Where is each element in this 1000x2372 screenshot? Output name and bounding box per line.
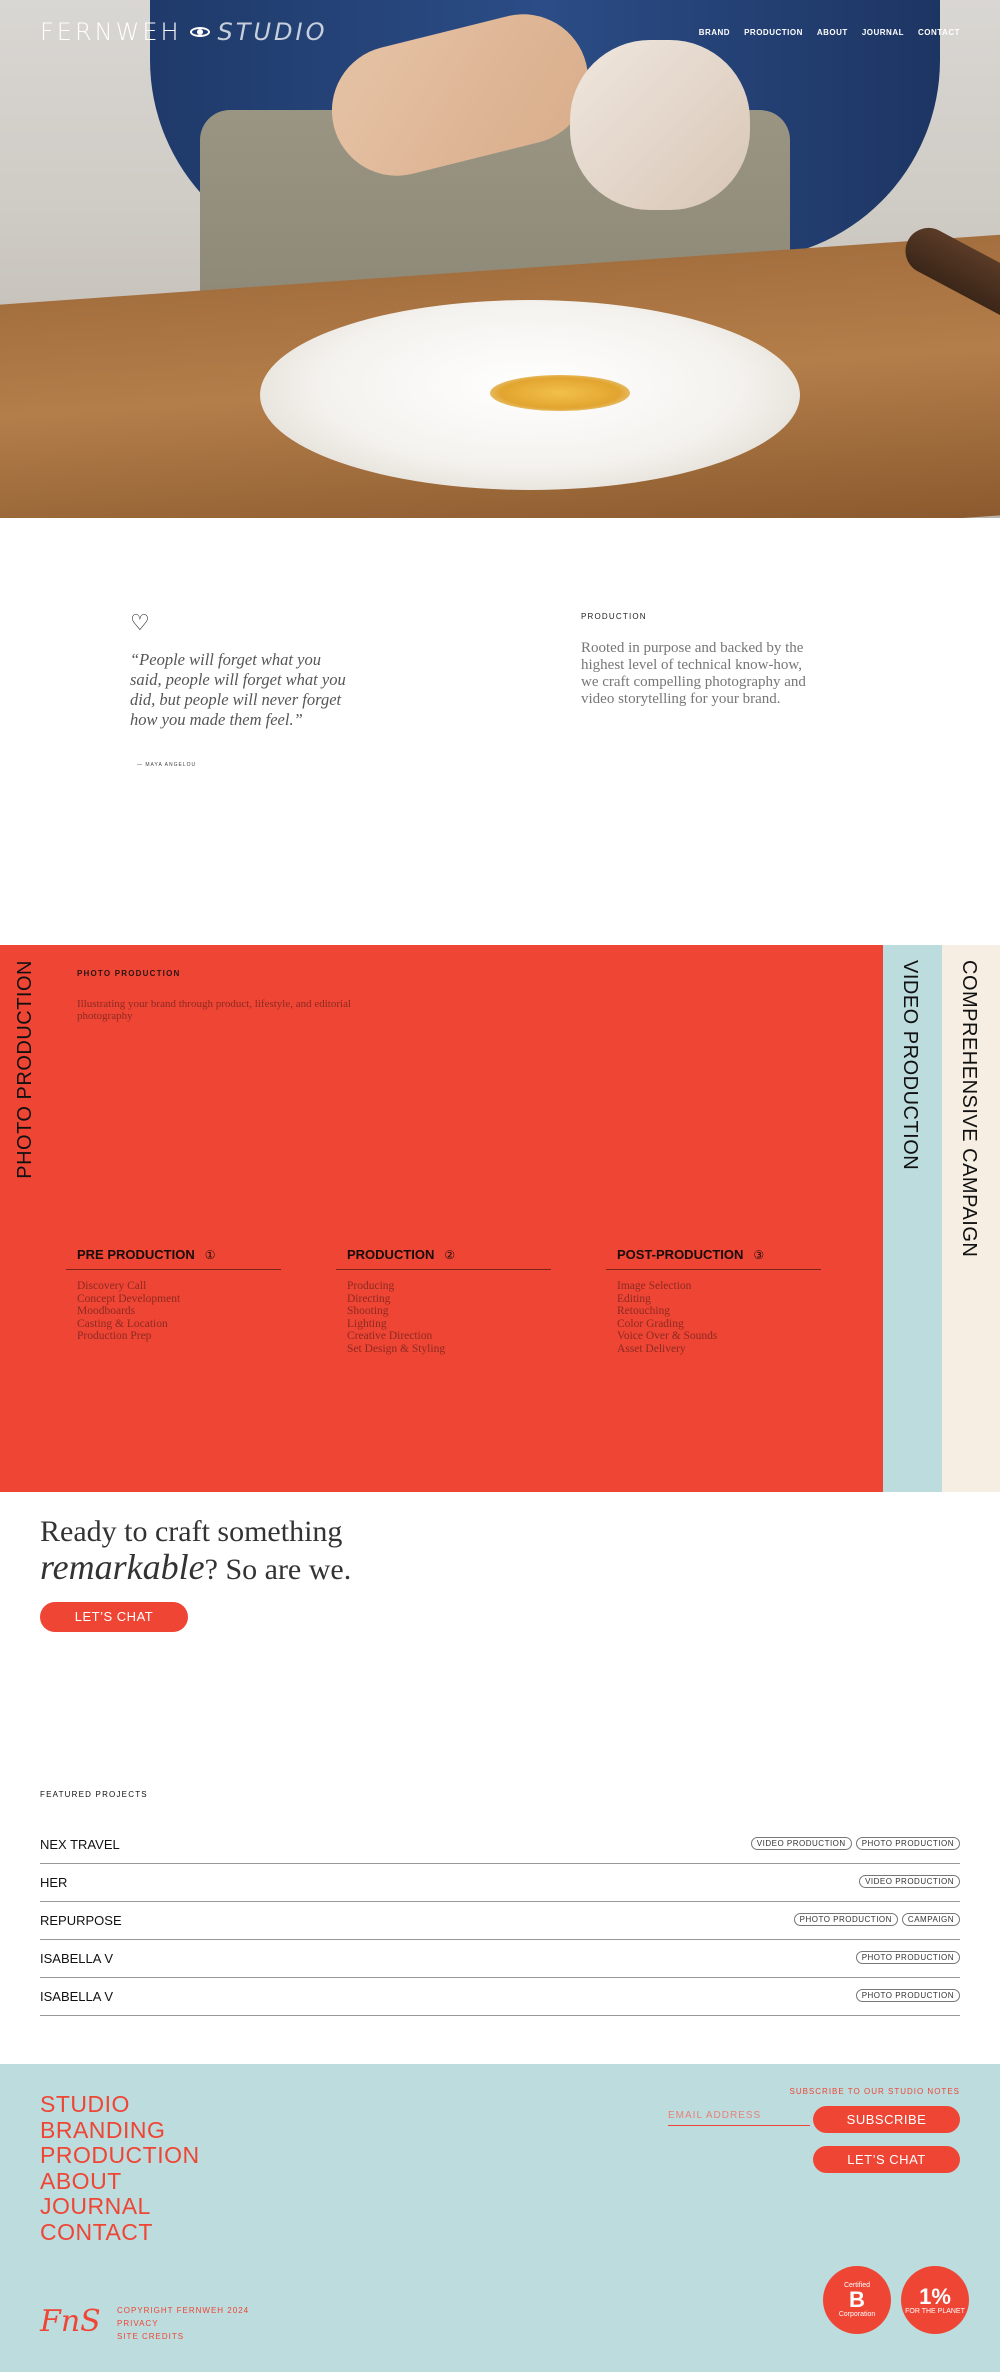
column-title: PRODUCTION xyxy=(347,1247,435,1262)
list-item: Color Grading xyxy=(617,1317,684,1330)
list-item: Shooting xyxy=(347,1305,389,1317)
project-name: NEX TRAVEL xyxy=(40,1837,120,1852)
project-row[interactable] xyxy=(40,1826,960,1864)
nav-contact[interactable]: CONTACT xyxy=(917,28,960,37)
service-column-production xyxy=(336,1247,551,1355)
badge-text: Certified xyxy=(843,2282,871,2289)
column-list xyxy=(66,1280,281,1343)
subscribe-button[interactable]: SUBSCRIBE xyxy=(813,2106,960,2133)
nav-production[interactable]: PRODUCTION xyxy=(744,28,803,37)
footer-legal xyxy=(117,2304,249,2343)
nav-journal[interactable]: JOURNAL xyxy=(861,28,904,37)
project-name: ISABELLA V xyxy=(40,1989,113,2004)
column-title: PRE PRODUCTION xyxy=(77,1247,195,1262)
column-list xyxy=(606,1280,821,1355)
hero-image xyxy=(0,0,1000,518)
footer-nav-production[interactable]: PRODUCTION xyxy=(40,2142,200,2168)
column-heading xyxy=(606,1247,821,1270)
tag-badge[interactable]: PHOTO PRODUCTION xyxy=(856,1951,960,1964)
list-item: Creative Direction xyxy=(347,1330,433,1342)
footer-nav-about[interactable]: ABOUT xyxy=(40,2167,122,2194)
tag-badge[interactable]: VIDEO PRODUCTION xyxy=(859,1875,960,1888)
tag-badge[interactable]: PHOTO PRODUCTION xyxy=(794,1913,898,1926)
footer-nav-contact[interactable]: CONTACT xyxy=(40,2218,153,2245)
tag-badge[interactable]: PHOTO PRODUCTION xyxy=(856,1989,960,2002)
bcorp-badge-icon xyxy=(823,2266,891,2334)
quote-author: — MAYA ANGELOU xyxy=(137,762,197,768)
footer-monogram-logo[interactable]: FnS xyxy=(40,2304,101,2339)
list-item: Concept Development xyxy=(77,1292,181,1305)
project-name: ISABELLA V xyxy=(40,1951,113,1966)
tag-badge[interactable]: PHOTO PRODUCTION xyxy=(856,1837,960,1850)
logo-sub: STUDIO xyxy=(217,18,328,46)
tab-video-production[interactable]: VIDEO PRODUCTION xyxy=(899,960,921,1171)
services-eyebrow: PHOTO PRODUCTION xyxy=(77,969,181,978)
service-column-post-production xyxy=(606,1247,821,1355)
cta-heading-line2 xyxy=(40,1546,351,1588)
footer-nav xyxy=(40,2092,200,2245)
project-row[interactable] xyxy=(40,1940,960,1978)
badge-text: FOR THE PLANET xyxy=(905,2307,965,2315)
badge-text: Corporation xyxy=(838,2311,876,2318)
project-row[interactable] xyxy=(40,1864,960,1902)
one-percent-planet-badge-icon xyxy=(901,2266,969,2334)
featured-projects-label: FEATURED PROJECTS xyxy=(40,1790,148,1799)
list-item: Producing xyxy=(347,1280,395,1292)
step-number: ① xyxy=(204,1248,216,1262)
project-tags xyxy=(856,1951,960,1964)
list-item: Moodboards xyxy=(77,1305,136,1317)
footer-nav-studio[interactable]: STUDIO xyxy=(40,2091,130,2117)
privacy-link[interactable]: PRIVACY xyxy=(117,2319,159,2328)
site-logo[interactable] xyxy=(40,18,327,46)
hero-egg-yolk xyxy=(490,375,630,411)
list-item: Lighting xyxy=(347,1317,387,1330)
column-heading xyxy=(336,1247,551,1270)
footer-lets-chat-button[interactable]: LET’S CHAT xyxy=(813,2146,960,2173)
nav-about[interactable]: ABOUT xyxy=(816,28,848,37)
list-item: Casting & Location xyxy=(77,1317,168,1330)
list-item: Editing xyxy=(617,1292,651,1305)
list-item: Voice Over & Sounds xyxy=(617,1330,718,1342)
tab-photo-production[interactable]: PHOTO PRODUCTION xyxy=(14,960,36,1179)
badge-mark: 1% xyxy=(919,2283,951,2309)
logo-main: FERNWEH xyxy=(40,18,182,46)
cta-emphasis: remarkable xyxy=(40,1547,205,1587)
site-credits-link[interactable]: SITE CREDITS xyxy=(117,2332,185,2341)
column-heading xyxy=(66,1247,281,1270)
project-name: REPURPOSE xyxy=(40,1913,122,1928)
nav-brand[interactable]: BRAND xyxy=(698,28,731,37)
tab-comprehensive-campaign[interactable]: COMPREHENSIVE CAMPAIGN xyxy=(958,960,980,1258)
list-item: Production Prep xyxy=(77,1330,152,1342)
panel-photo-production[interactable] xyxy=(0,945,883,1492)
footer-nav-journal[interactable]: JOURNAL xyxy=(40,2193,151,2219)
project-name: HER xyxy=(40,1875,68,1890)
intro-section-label: PRODUCTION xyxy=(581,612,647,621)
lets-chat-button[interactable]: LET’S CHAT xyxy=(40,1602,188,1632)
project-tags xyxy=(794,1913,960,1926)
tag-badge[interactable]: CAMPAIGN xyxy=(902,1913,960,1926)
list-item: Discovery Call xyxy=(77,1280,147,1292)
subscribe-label: SUBSCRIBE TO OUR STUDIO NOTES xyxy=(789,2087,960,2096)
intro-section-text: Rooted in purpose and backed by the highest level of technical know-how, we craft compelling photography and video storytelling for your brand. xyxy=(581,640,806,707)
intro-quote: “People will forget what you said, people will forget what you did, but people will never forget how you made them feel.” xyxy=(130,650,346,729)
project-row[interactable] xyxy=(40,1978,960,2016)
project-tags xyxy=(751,1837,960,1850)
email-field[interactable] xyxy=(668,2106,810,2126)
list-item: Asset Delivery xyxy=(617,1342,686,1355)
service-column-pre-production xyxy=(66,1247,281,1343)
copyright-text: COPYRIGHT FERNWEH 2024 xyxy=(117,2306,250,2315)
list-item: Image Selection xyxy=(617,1280,692,1292)
services-description: Illustrating your brand through product, lifestyle, and editorial photography xyxy=(77,998,352,1022)
list-item: Retouching xyxy=(617,1305,671,1317)
top-nav xyxy=(699,28,960,37)
cta-heading-line1: Ready to craft something xyxy=(40,1515,343,1548)
tag-badge[interactable]: VIDEO PRODUCTION xyxy=(751,1837,852,1850)
column-title: POST-PRODUCTION xyxy=(617,1247,744,1262)
project-tags xyxy=(856,1989,960,2002)
footer-nav-branding[interactable]: BRANDING xyxy=(40,2116,166,2143)
eye-icon xyxy=(190,27,210,37)
list-item: Set Design & Styling xyxy=(347,1342,446,1355)
column-list xyxy=(336,1280,551,1355)
hero-hand-right xyxy=(570,40,750,210)
project-tags xyxy=(859,1875,960,1888)
project-row[interactable] xyxy=(40,1902,960,1940)
step-number: ③ xyxy=(753,1248,765,1262)
site-footer xyxy=(0,2064,1000,2372)
list-item: Directing xyxy=(347,1292,391,1305)
heart-icon: ♡ xyxy=(130,610,150,635)
step-number: ② xyxy=(444,1248,456,1262)
projects-list xyxy=(40,1826,960,2016)
badge-mark: B xyxy=(849,2287,865,2312)
cta-rest: ? So are we. xyxy=(204,1553,352,1586)
services-accordion xyxy=(0,945,1000,1492)
